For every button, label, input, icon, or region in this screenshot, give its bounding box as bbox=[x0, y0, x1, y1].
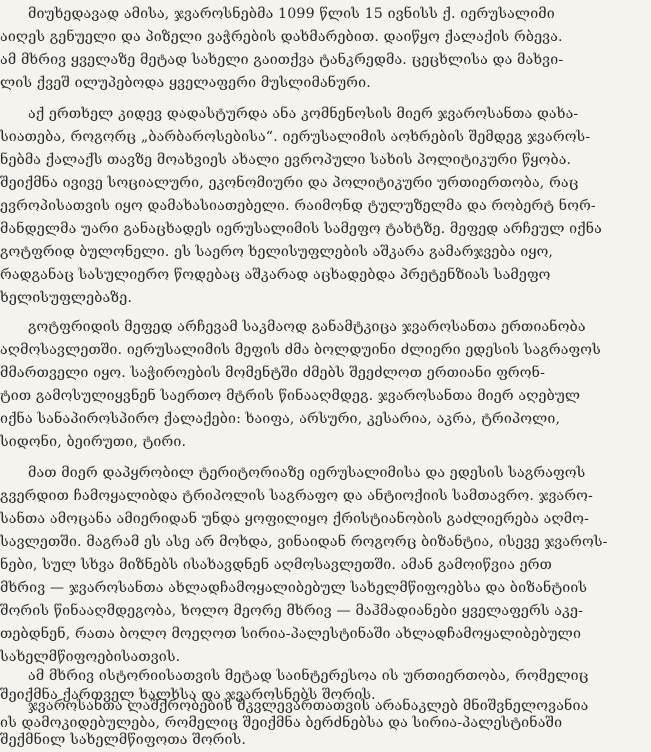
text-line: გოტფრიდ ბულონელი. ეს საერო ხელისუფლების აშკარა გამარჯვება იყო, bbox=[0, 244, 554, 260]
text-line: მანდელმა უარი განაცხადეს იერუსალიმის სამეფო ტახტზე. მეფედ არჩეულ იქნა bbox=[0, 221, 602, 237]
text-line: რადგანაც სასულიერო წოდებაც აშკარად აცხადებდა პრეტენზიას სამეფო bbox=[0, 267, 551, 283]
text-line: ჯვაროსანთა ლაშქრობების მკვლევართათვის არანაკლებ მნიშვნელოვანია bbox=[28, 698, 589, 714]
text-line: სიათება, როგორც „ბარბაროსებისა“. იერუსალიმის აოხრების შემდეგ ჯვაროს- bbox=[0, 129, 591, 145]
text-line: თებდნენ, რათა ბოლო მოეღოთ სირია-პალესტინაში ახლადჩამოყალიბებული bbox=[0, 626, 582, 642]
text-line: ამ მხრივ ისტორიისათვის მეტად საინტერესოა ის ურთიერთობა, რომელიც bbox=[28, 668, 589, 684]
text-line: სავლეთში. მაგრამ ეს ასე არ მოხდა, ვინაიდან როგორც ბიზანტია, ისევე ჯვაროს- bbox=[0, 534, 608, 550]
text-line: შორის წინააღმდეგობა, ხოლო მეორე მხრივ — მაჰმადიანები ყველაფერს აკე- bbox=[0, 603, 584, 619]
text-line: შეიქმნა ივივე სოციალური, ეკონომიური და პოლიტიკური ურთიერთობა, რაც bbox=[0, 175, 579, 191]
text-line: სიდონი, ბეირუთი, ტირი. bbox=[0, 434, 187, 450]
text-line: ევროპისათვის იყო დამახასიათებელი. რაიმონდ ტულუზელმა და რობერტ ნორ- bbox=[0, 198, 596, 214]
text-line: ამ მხრივ ყველაზე მეტად სახელი გაითქვა ტანკრედმა. ცეცხლისა და მახვი- bbox=[0, 52, 564, 68]
text-line: აღმოსავლეთში. იერუსალიმის მეფის ძმა ბოლდუინი ძლიერი ედესის საგრაფოს bbox=[0, 342, 601, 358]
text-line: ტით გამოსულიყვნენ საერთო მტრის წინააღმდეგ. ჯვაროსანთა მიერ აღებულ bbox=[0, 388, 581, 404]
text-line: ნები, სულ სხვა მიზნებს ისახავდნენ აღმოსავლეთში. ამან გამოიწვია ერთ bbox=[0, 557, 552, 573]
text-line: ნებმა ქალაქს თავზე მოახვიეს ახალი ევროპული სახის პოლიტიკური წყობა. bbox=[0, 152, 572, 168]
text-line: სახელმწიფოებისათვის. bbox=[0, 649, 181, 665]
text-line: გვერდით ჩამოყალიბდა ტრიპოლის საგრაფო და ანტიოქიის სამთავრო. ჯვარო- bbox=[0, 488, 593, 504]
text-line: გოტფრიდის მეფედ არჩევამ საკმაოდ განამტკიცა ჯვაროსანთა ერთიანობა bbox=[28, 319, 586, 335]
text-line: აქ ერთხელ კიდევ დადასტურდა ანა კომნენოსის მიერ ჯვაროსანთა დახა- bbox=[28, 106, 579, 122]
text-line: შექმნილ სახელმწიფოთა შორის. bbox=[0, 732, 247, 748]
text-line: ის დამოკიდებულება, რომელიც შეიქმნა ბერძნებსა და სირია-პალესტინაში bbox=[0, 715, 563, 731]
text-line: ხელისუფლებაზე. bbox=[0, 290, 132, 306]
text-line: იქნა სანაპიროსპირო ქალაქები: ხაიფა, არსური, კესარია, აკრა, ტრიპოლი, bbox=[0, 411, 561, 427]
text-line: აიღეს გენუელი და პიზელი ვაჭრების დახმარებით. დაიწყო ქალაქის რბევა. bbox=[0, 29, 563, 45]
text-line: მათ მიერ დაპყრობილ ტერიტორიაზე იერუსალიმისა და ედესის საგრაფოს bbox=[28, 465, 586, 481]
text-line: შეიქმნა ქართველ ხალხსა და ჯვაროსნებს შორის. bbox=[0, 687, 376, 703]
text-line: მიუხედავად ამისა, ჯვაროსნებმა 1099 წლის 15 ივნისს ქ. იერუსალიმი bbox=[28, 6, 555, 22]
text-line: მმართველი იყო. საჭიროების მომენტში ძმებს შეეძლოთ ერთიანი ფრონ- bbox=[0, 365, 546, 381]
text-line: მხრივ — ჯვაროსანთა ახლადჩამოყალიბებულ სახელმწიფოებსა და ბიზანტიის bbox=[0, 580, 588, 596]
text-line: სანთა ამოცანა ამიერიდან უნდა ყოფილიყო ქრისტიანობის გაძლიერება აღმო- bbox=[0, 511, 590, 527]
text-line: ლის ქვეშ ილუპებოდა ყველაფერი მუსლიმანური. bbox=[0, 75, 371, 91]
